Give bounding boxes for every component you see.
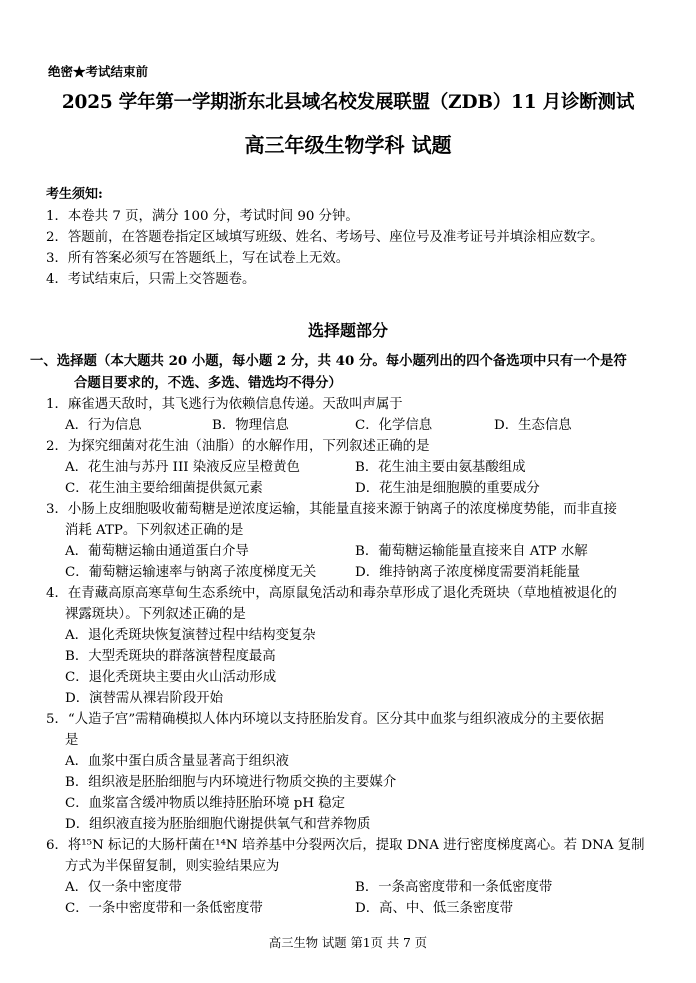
question-3-option-c: C．葡萄糖运输速率与钠离子浓度梯度无关 [65, 565, 317, 580]
section-title: 选择题部分 [307, 321, 388, 340]
section-intro-rules: （本大题共 20 小题，每小题 2 分，共 40 分。每小题列出的四个备选项中只有一个是符 [96, 353, 627, 369]
question-1-option-d: D．生态信息 [494, 418, 572, 433]
question-3-option-a: A．葡萄糖运输由通道蛋白介导 [65, 544, 249, 559]
section-intro-prefix: 一、选择题 [30, 353, 97, 369]
question-2-option-a: A．花生油与苏丹 III 染液反应呈橙黄色 [65, 460, 300, 475]
question-3-option-d: D．维持钠离子浓度梯度需要消耗能量 [355, 565, 580, 580]
question-4-option-a: A．退化秃斑块恢复演替过程中结构变复杂 [65, 628, 316, 643]
question-5-stem: 5．“人造子宫”需精确模拟人体内环境以支持胚胎发育。区分其中血浆与组织液成分的主要依据 [46, 712, 604, 727]
question-4-option-d: D．演替需从裸岩阶段开始 [65, 691, 224, 706]
question-4-stem-cont: 裸露斑块）。下列叙述正确的是 [65, 607, 246, 622]
question-1-stem: 1．麻雀遇天敌时，其飞逃行为依赖信息传递。天敌叫声属于 [46, 397, 403, 412]
question-3-option-b: B．葡萄糖运输能量直接来自 ATP 水解 [355, 544, 588, 559]
question-5-stem-cont: 是 [65, 733, 79, 748]
question-6-stem: 6．将¹⁵N 标记的大肠杆菌在¹⁴N 培养基中分裂两次后，提取 DNA 进行密度梯度离心。若 DNA 复制 [46, 838, 645, 853]
question-3-stem-cont: 消耗 ATP。下列叙述正确的是 [65, 523, 244, 538]
question-6-option-a: A．仅一条中密度带 [65, 880, 182, 895]
question-5-option-a: A．血浆中蛋白质含量显著高于组织液 [65, 754, 289, 769]
question-3-stem: 3．小肠上皮细胞吸收葡萄糖是逆浓度运输，其能量直接来源于钠离子的浓度梯度势能，而非直接 [46, 502, 617, 517]
question-2-option-d: D．花生油是细胞膜的重要成分 [355, 481, 540, 496]
question-5-option-c: C．血浆富含缓冲物质以维持胚胎环境 pH 稳定 [65, 796, 346, 811]
section-intro [30, 350, 627, 369]
question-2-option-c: C．花生油主要给细菌提供氮元素 [65, 481, 263, 496]
notice-item: 2．答题前，在答题卷指定区域填写班级、姓名、考场号、座位号及准考证号并填涂相应数字。 [46, 230, 604, 245]
question-4-option-b: B．大型秃斑块的群落演替程度最高 [65, 649, 276, 664]
question-4-stem: 4．在青藏高原高寒草甸生态系统中，高原鼠兔活动和毒杂草形成了退化秃斑块（草地植被退化的 [46, 586, 617, 601]
question-2-option-b: B．花生油主要由氨基酸组成 [355, 460, 526, 475]
question-6-option-b: B．一条高密度带和一条低密度带 [355, 880, 553, 895]
exam-subtitle: 高三年级生物学科 试题 [244, 133, 452, 157]
question-2-stem: 2．为探究细菌对花生油（油脂）的水解作用，下列叙述正确的是 [46, 439, 430, 454]
section-intro-line2: 合题目要求的，不选、多选、错选均不得分） [74, 375, 342, 391]
question-5-option-d: D．组织液直接为胚胎细胞代谢提供氧气和营养物质 [65, 817, 371, 832]
question-1-option-c: C．化学信息 [355, 418, 433, 433]
exam-title: 2025 学年第一学期浙东北县域名校发展联盟（ZDB）11 月诊断测试 [61, 92, 635, 113]
question-1-option-b: B．物理信息 [212, 418, 289, 433]
question-6-option-d: D．高、中、低三条密度带 [355, 901, 514, 916]
question-1-option-a: A．行为信息 [65, 418, 142, 433]
notice-item: 4．考试结束后，只需上交答题卷。 [46, 272, 256, 287]
page-footer: 高三生物 试题 第1页 共 7 页 [268, 936, 428, 950]
question-4-option-c: C．退化秃斑块主要由火山活动形成 [65, 670, 277, 685]
notice-item: 1．本卷共 7 页，满分 100 分，考试时间 90 分钟。 [46, 209, 359, 224]
question-5-option-b: B．组织液是胚胎细胞与内环境进行物质交换的主要媒介 [65, 775, 397, 790]
notice-item: 3．所有答案必须写在答题纸上，写在试卷上无效。 [46, 251, 350, 266]
notice-heading: 考生须知: [46, 187, 103, 202]
secret-mark: 绝密★考试结束前 [48, 64, 149, 79]
question-6-option-c: C．一条中密度带和一条低密度带 [65, 901, 263, 916]
question-6-stem-cont: 方式为半保留复制，则实验结果应为 [65, 859, 280, 874]
